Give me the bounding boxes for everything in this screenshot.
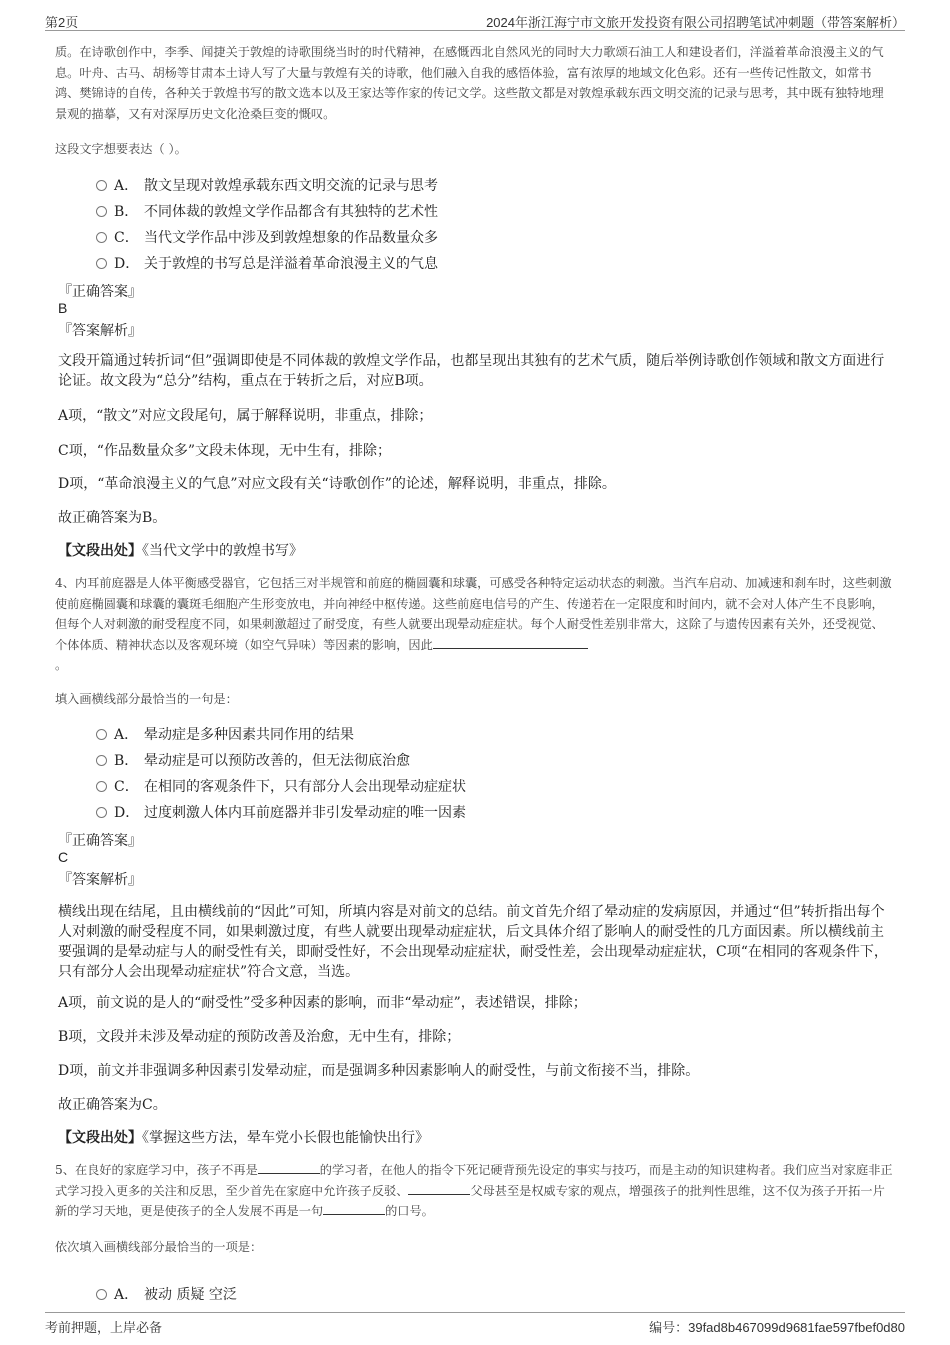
q3-prompt: 这段文字想要表达（ ）。 xyxy=(55,142,187,156)
fill-blank xyxy=(323,1202,385,1215)
q3-passage: 质。在诗歌创作中，李季、闻捷关于敦煌的诗歌围绕当时的时代精神，在感慨西北自然风光的同时大力歌颂石油工人和建设者们，洋溢着革命浪漫主义的气息。叶舟、古马、胡杨等甘肃本土诗人写了大量与敦煌有关的诗歌，他们融入自我的感悟体验，富有浓厚的地域文化色彩。还有一些传记性散文，如常书鸿、樊锦诗的自传，各种关于敦煌书写的散文选本以及王家达等作家的传记文学。这些散文都是对敦煌承载东西文明交流的记录与思考，其中既有独特地理景观的描摹，又有对深厚历史文化沧桑巨变的慨叹。 xyxy=(55,45,884,121)
q4-analysis-d: D项，前文并非强调多种因素引发晕动症，而是强调多种因素影响人的耐受性，与前文衔接不当，排除。 xyxy=(58,1063,700,1079)
q3-option-c[interactable]: C． 当代文学作品中涉及到敦煌想象的作品数量众多 xyxy=(96,227,438,247)
radio-icon[interactable] xyxy=(96,807,107,818)
page-number: 第2页 xyxy=(45,15,79,30)
fill-blank xyxy=(433,636,588,649)
q4-source: 【文段出处】《掌握这些方法，晕车党小长假也能愉快出行》 xyxy=(58,1130,429,1146)
document-title: 2024年浙江海宁市文旅开发投资有限公司招聘笔试冲刺题（带答案解析） xyxy=(486,15,905,30)
q4-answer: C xyxy=(58,849,69,865)
radio-icon[interactable] xyxy=(96,781,107,792)
q5-prompt: 依次填入画横线部分最恰当的一项是： xyxy=(55,1240,263,1254)
q3-conclusion: 故正确答案为B。 xyxy=(58,510,167,526)
q4-analysis-a: A项，前文说的是人的“耐受性”受多种因素的影响，而非“晕动症”，表述错误，排除； xyxy=(58,995,587,1011)
radio-icon[interactable] xyxy=(96,232,107,243)
q4-analysis-b: B项，文段并未涉及晕动症的预防改善及治愈，无中生有，排除； xyxy=(58,1029,461,1045)
fill-blank xyxy=(258,1161,320,1174)
q4-conclusion: 故正确答案为C。 xyxy=(58,1097,167,1113)
q3-option-d[interactable]: D． 关于敦煌的书写总是洋溢着革命浪漫主义的气息 xyxy=(96,253,438,273)
q3-option-b[interactable]: B． 不同体裁的敦煌文学作品都含有其独特的艺术性 xyxy=(96,201,438,221)
q3-answer-label: 『正确答案』 xyxy=(58,284,142,300)
fill-blank xyxy=(408,1182,470,1195)
q4-option-b[interactable]: B． 晕动症是可以预防改善的，但无法彻底治愈 xyxy=(96,750,410,770)
q4-passage: 4、内耳前庭器是人体平衡感受器官，它包括三对半规管和前庭的椭圆囊和球囊，可感受各种特定运动状态的刺激。当汽车启动、加减速和刹车时，这些刺激使前庭椭圆囊和球囊的囊斑毛细胞产生形变放电，并向神经中枢传递。这些前庭电信号的产生、传递若在一定限度和时间内，就不会对人体产生不良影响，但每个人对刺激的耐受程度不同，如果刺激超过了耐受度，有些人就要出现晕动症症状。每个人耐受性差别非常大，这除了与遗传因素有关外，还受视觉、个体体质、精神状态以及客观环境（如空气异味）等因素的影响，因此 。 xyxy=(55,576,892,672)
q3-analysis-c: C项，“作品数量众多”文段未体现，无中生有，排除； xyxy=(58,443,392,459)
q4-analysis-label: 『答案解析』 xyxy=(58,872,142,888)
q4-option-a[interactable]: A． 晕动症是多种因素共同作用的结果 xyxy=(96,724,354,744)
page-footer xyxy=(45,1312,905,1335)
q3-analysis-a: A项，“散文”对应文段尾句，属于解释说明，非重点，排除； xyxy=(58,408,433,424)
q4-option-c[interactable]: C． 在相同的客观条件下，只有部分人会出现晕动症症状 xyxy=(96,776,466,796)
radio-icon[interactable] xyxy=(96,180,107,191)
q3-analysis-label: 『答案解析』 xyxy=(58,323,142,339)
radio-icon[interactable] xyxy=(96,206,107,217)
page-header xyxy=(45,10,905,31)
radio-icon[interactable] xyxy=(96,755,107,766)
q3-analysis-d: D项，“革命浪漫主义的气息”对应文段有关“诗歌创作”的论述，解释说明，非重点，排除。 xyxy=(58,476,616,492)
q5-option-a[interactable]: A． 被动 质疑 空泛 xyxy=(96,1284,237,1304)
q5-passage: 5、在良好的家庭学习中，孩子不再是 的学习者，在他人的指令下死记硬背预先设定的事实与技巧，而是主动的知识建构者。我们应当对家庭非正式学习投入更多的关注和反思，至少首先在家庭中允许孩子反驳、 父母甚至是权威专家的观点，增强孩子的批判性思维，这不仅为孩子开拓一片新的学习天地，更是使孩子的全人发展不再是一句 的口号。 xyxy=(55,1163,893,1218)
q4-option-d[interactable]: D． 过度刺激人体内耳前庭器并非引发晕动症的唯一因素 xyxy=(96,802,466,822)
footer-slogan: 考前押题，上岸必备 xyxy=(45,1320,163,1335)
q3-source: 【文段出处】《当代文学中的敦煌书写》 xyxy=(58,543,303,559)
document-id: 编号：39fad8b467099d9681fae597fbef0d80 xyxy=(649,1320,905,1335)
radio-icon[interactable] xyxy=(96,729,107,740)
q4-prompt: 填入画横线部分最恰当的一句是： xyxy=(55,692,238,706)
q4-answer-label: 『正确答案』 xyxy=(58,833,142,849)
q4-analysis: 横线出现在结尾，且由横线前的“因此”可知，所填内容是对前文的总结。前文首先介绍了晕动症的发病原因，并通过“但”转折指出每个人对刺激的耐受程度不同，如果刺激过度，有些人就要出现晕动症症状，后文具体介绍了影响人的耐受性的几方面因素。所以横线前主要强调的是晕动症与人的耐受性有关，即耐受性好，不会出现晕动症症状，耐受性差，会出现晕动症症状，C项“在相同的客观条件下，只有部分人会出现晕动症症状”符合文意，当选。 xyxy=(58,904,888,980)
q3-analysis: 文段开篇通过转折词“但”强调即使是不同体裁的敦煌文学作品，也都呈现出其独有的艺术气质，随后举例诗歌创作领域和散文方面进行论证。故文段为“总分”结构，重点在于转折之后，对应B项。 xyxy=(58,353,885,389)
q3-answer: B xyxy=(58,300,68,316)
radio-icon[interactable] xyxy=(96,1289,107,1300)
radio-icon[interactable] xyxy=(96,258,107,269)
q3-option-a[interactable]: A． 散文呈现对敦煌承载东西文明交流的记录与思考 xyxy=(96,175,438,195)
